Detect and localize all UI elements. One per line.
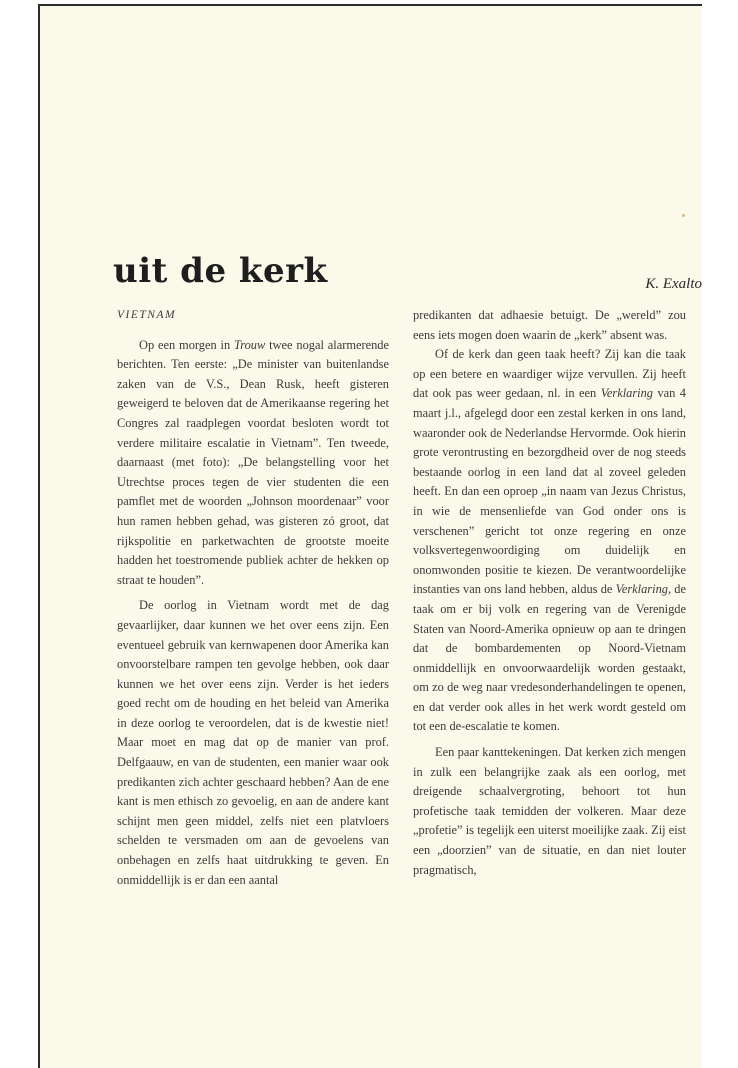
article-title: uit de kerk [113, 251, 328, 291]
left-column [117, 306, 389, 890]
paragraph: Of de kerk dan geen taak heeft? Zij kan die taak op een betere en waardiger wijze vervullen. Zij heeft dat ook pas weer gedaan, nl. in een Verklaring van 4 maart j.l., afgelegd door een zestal kerken in ons land, waaronder ook de Nederlandse Hervormde. Ook hierin grote verontrusting en bezorgdheid over de nog steeds bestaande oorlog in een land dat al zoveel geleden heeft. En dan een oproep „in naam van Jezus Christus, in wie de mensenliefde van God onder ons is verschenen” gericht tot onze regering en onze volksvertegenwoordiging om duidelijk en onomwonden positie te kiezen. De verantwoordelijke instanties van ons land hebben, aldus de Verklaring, de taak om er bij volk en regering van de Verenigde Staten van Noord-Amerika opnieuw op aan te dringen dat de bombardementen op Noord-Vietnam onmiddellijk en onvoorwaardelijk worden gestaakt, om zo de weg naar vredesonderhandelingen te openen, en dat verder ook alles in het werk wordt gesteld om tot een de-escalatie te komen. [413, 347, 687, 734]
paper-speck [682, 214, 685, 217]
author-name: K. Exalto [645, 276, 702, 292]
right-column [413, 306, 686, 880]
section-heading: VIETNAM [117, 309, 177, 321]
paragraph: De oorlog in Vietnam wordt met de dag gevaarlijker, daar kunnen we het over eens zijn. Een eventueel gebruik van kernwapenen door Amerika kan onvoorstelbare rampen ten gevolge hebben, ook daar kunnen we het over eens zijn. Verder is het ieders goed recht om de houding en het beleid van Amerika in deze oorlog te veroordelen, dat is de kwestie niet! Maar moet en mag dat op de manier van prof. Delfgaauw, en van de studenten, een manier waar ook predikanten zich achter geschaard hebben? Aan de ene kant is men ethisch zo gevoelig, en aan de andere kant schijnt men geen middel, zelfs niet een platvloers schelden te versmaden om aan de gevoelens van onbehagen en zelfs haat uitdrukking te geven. En onmiddellijk is er dan een aantal [117, 598, 389, 887]
newspaper-name: Trouw [234, 337, 266, 352]
paragraph: predikanten dat adhaesie betuigt. De „wereld” zou eens iets mogen doen waarin de „kerk” absent was. [413, 308, 686, 342]
paragraph: Op een morgen in Trouw twee nogal alarmerende berichten. Ten eerste: „De minister van buitenlandse zaken van de V.S., Dean Rusk, heeft gisteren geweigerd te beloven dat de Amerikaanse regering het Congres zal raadplegen voordat besloten wordt tot verdere militaire escalatie in Vietnam”. Ten tweede, daarnaast (met foto): „De belangstelling voor het Utrechtse proces tegen de vier studenten die een pamflet met de woorden „Johnson moordenaar” voor hun ramen hebben gehad, was gisteren zó groot, dat rijkspolitie en parketwachten de grootste moeite hadden het toestromende publiek achter de hekken op straat te houden”. [117, 337, 389, 587]
paragraph: Een paar kanttekeningen. Dat kerken zich mengen in zulk een belangrijke zaak als een oorlog, met dreigende schaalvergroting, behoort tot hun profetische taak temidden der volkeren. Maar deze „profetie” is tegelijk een uiterst moeilijke zaak. Zij eist een „doorzien” van de situatie, en dan niet louter pragmatisch, [413, 745, 686, 877]
